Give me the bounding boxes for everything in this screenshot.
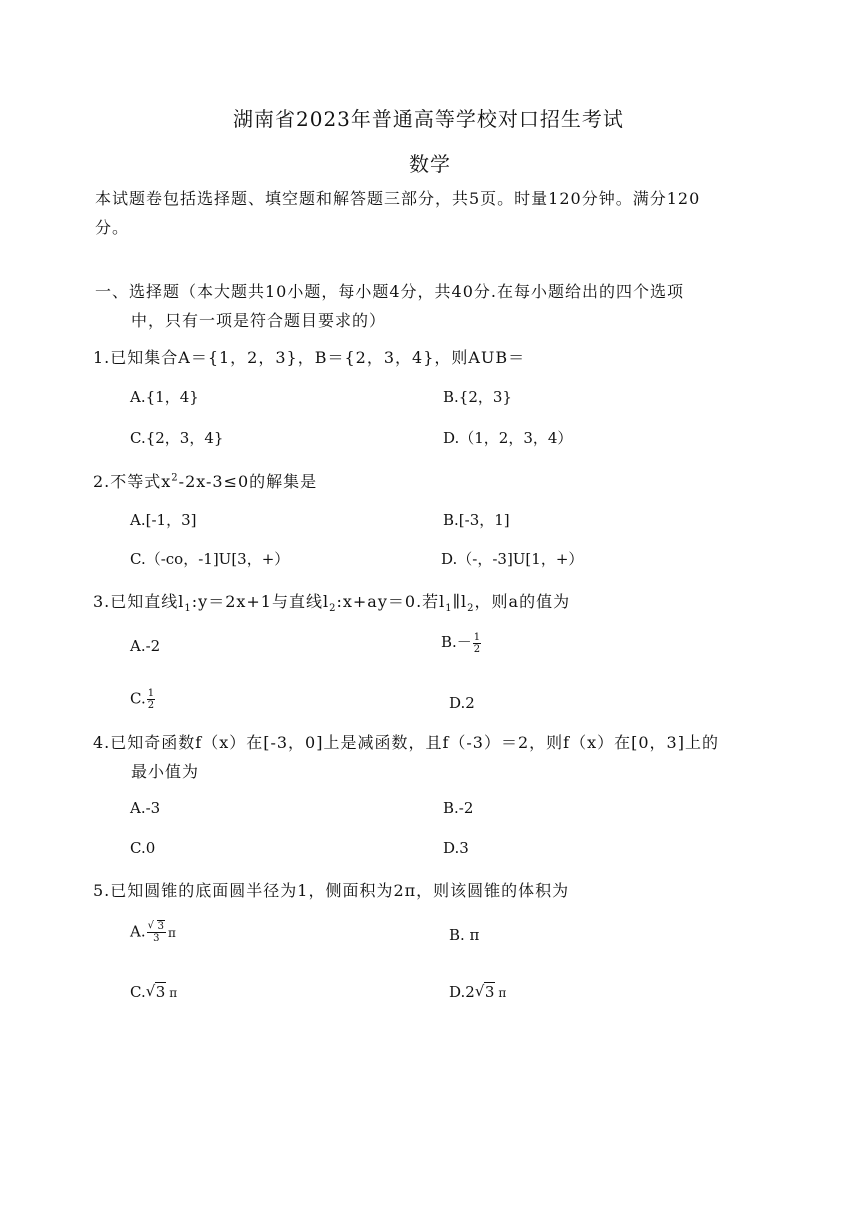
q1-option-a: A.{1，4}: [130, 388, 199, 406]
subject-title: 数学: [409, 152, 451, 176]
q3-option-d: D.2: [449, 694, 475, 712]
q3-option-b: B.－ $\frac{1}{2}$: [441, 631, 481, 655]
section-heading-line-1: 一、选择题（本大题共10小题，每小题4分，共40分.在每小题给出的四个选项: [95, 282, 684, 301]
q5-option-d: D.2√ 3 π: [449, 983, 506, 1001]
q2-option-d: D.（-，-3]U[1，+）: [441, 550, 584, 568]
intro-line-1: 本试题卷包括选择题、填空题和解答题三部分，共5页。时量120分钟。满分120: [95, 189, 701, 208]
q4-option-b: B.-2: [443, 799, 474, 817]
question-2-stem: 2.不等式$x^2-2x-3\le 0$的解集是: [93, 472, 318, 491]
question-4-stem-line-2: 最小值为: [131, 762, 200, 781]
q2-option-c: C.（-co，-1]U[3，+）: [130, 550, 290, 568]
exam-title: 湖南省2023年普通高等学校对口招生考试: [233, 107, 624, 131]
q1-option-b: B.{2，3}: [443, 388, 512, 406]
q5-option-c: C.√ 3 π: [130, 983, 177, 1001]
intro-line-2: 分。: [95, 218, 130, 237]
q4-option-a: A.-3: [130, 799, 161, 817]
q3-option-a: A.-2: [130, 637, 161, 655]
q3-option-c: C. $\frac{1}{2}$: [130, 688, 155, 711]
q2-option-b: B.[-3，1]: [443, 511, 510, 529]
question-4-stem-line-1: 4.已知奇函数f（x）在[-3，0]上是减函数，且f（-3）＝2，则f（x）在[0，3]上的: [93, 733, 719, 752]
q5-option-a: A. √ $\frac{3}{3}$ π: [130, 921, 176, 944]
q2-option-a: A.[-1，3]: [130, 511, 197, 529]
q1-option-d: D.（1，2，3，4）: [443, 429, 573, 447]
question-5-stem: 5.已知圆锥的底面圆半径为1，侧面积为2π，则该圆锥的体积为: [93, 881, 570, 900]
q4-option-c: C.0: [130, 839, 156, 857]
q4-option-d: D.3: [443, 839, 469, 857]
q5-option-b: B. π: [449, 926, 480, 944]
q1-option-c: C.{2，3，4}: [130, 429, 224, 447]
question-1-stem: 1.已知集合A＝{1，2，3}，B＝{2，3，4}，则AUB＝: [93, 348, 526, 367]
question-3-stem: 3.已知直线$l_1:y=2x+1$与直线$l_2:x+ay=0$.若$l_1\parallel l_2$，则a的值为: [93, 592, 571, 615]
section-heading-line-2: 中，只有一项是符合题目要求的）: [131, 311, 387, 330]
